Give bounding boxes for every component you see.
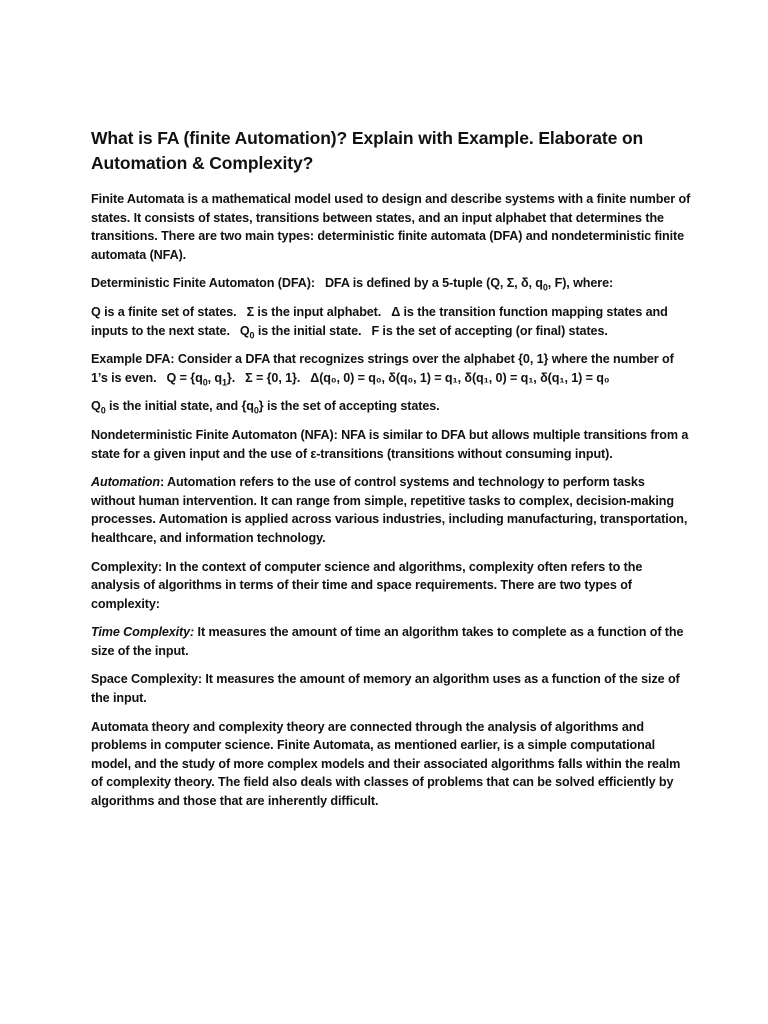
dfa-definition-paragraph [91,274,691,293]
initial-state-sub2: 0 [253,405,259,416]
space-complexity-paragraph: Space Complexity: It measures the amount of memory an algorithm uses as a function of the size of the input. [91,672,680,706]
conclusion-paragraph: Automata theory and complexity theory are connected through the analysis of algorithms and problems in computer science. Finite Automata, as mentioned earlier, is a simple computational model, and the study of more complex models and their associated algorithms falls within the realm of complexity theory. The field also deals with classes of problems that can be solved efficiently by algorithms and those that are inherently difficult. [91,719,681,809]
document-page [91,126,691,821]
dfa-q0-b: is the initial state. [254,323,362,338]
initial-state-sub: 0 [100,405,106,416]
example-lead: Example DFA: Consider a DFA that recognizes strings over the alphabet {0, 1} where the number of 1’s is even. [91,352,674,385]
dfa-q-text: Q is a finite set of states. [91,304,237,319]
automation-label: Automation [91,475,160,490]
example-states-sub1: 1 [222,377,227,388]
time-complexity-paragraph [91,623,691,660]
example-paragraph [91,350,691,387]
initial-state-c: } is the set of accepting states. [258,399,440,414]
dfa-q0-sub: 0 [249,330,255,341]
example-states-end: }. [226,370,236,385]
example-alphabet: Σ = {0, 1}. [245,370,301,385]
initial-state-b: is the initial state, and {q [105,399,254,414]
initial-state-a: Q [91,399,101,414]
complexity-paragraph: Complexity: In the context of computer science and algorithms, complexity often refers to the analysis of algorithms in terms of their time and space requirements. There are two types of complexity: [91,559,643,611]
dfa-delta-text: Δ is the transition function mapping states and inputs to the next state. [91,304,668,338]
time-complexity-text: It measures the amount of time an algorithm takes to complete as a function of the size of the input. [91,625,684,658]
dfa-label: Deterministic Finite Automaton (DFA): [91,276,315,291]
example-states-sub0: 0 [202,377,208,388]
automation-paragraph [91,473,691,547]
time-complexity-label: Time Complexity: [91,625,195,640]
initial-state-paragraph [91,397,691,416]
dfa-sigma-text: Σ is the input alphabet. [246,304,382,319]
dfa-q0-a: Q [239,323,250,338]
automation-text: : Automation refers to the use of control systems and technology to perform tasks without human intervention. It can range from simple, repetitive tasks to complex, decision-making processes. Automation is applied across various industries, including manufacturing, transportation, healthcare, and information technology. [91,475,688,545]
dfa-f-text: F is the set of accepting (or final) states. [371,323,608,338]
dfa-components-paragraph [91,303,691,340]
document-title: What is FA (finite Automation)? Explain with Example. Elaborate on Automation & Complexity? [91,128,644,173]
example-transitions: Δ(q₀, 0) = q₀, δ(q₀, 1) = q₁, δ(q₁, 0) = q₁, δ(q₁, 1) = q₀ [310,370,610,385]
nfa-paragraph: Nondeterministic Finite Automaton (NFA): NFA is similar to DFA but allows multiple transitions from a state for a given input and the use of ε-transitions (transitions without consuming input). [91,427,689,461]
dfa-tuple-end: , F), where: [547,276,614,291]
dfa-tuple-sub: 0 [542,282,548,293]
example-states: Q = {q [166,370,203,385]
intro-paragraph: Finite Automata is a mathematical model used to design and describe systems with a finite number of states. It consists of states, transitions between states, and an input alphabet that determines the transitions. There are two main types: deterministic finite automata (DFA) and nondeterministic finite automata (NFA). [91,192,691,262]
dfa-tuple-text: DFA is defined by a 5-tuple (Q, Σ, δ, q [324,276,543,291]
example-states-mid: , q [207,370,223,385]
